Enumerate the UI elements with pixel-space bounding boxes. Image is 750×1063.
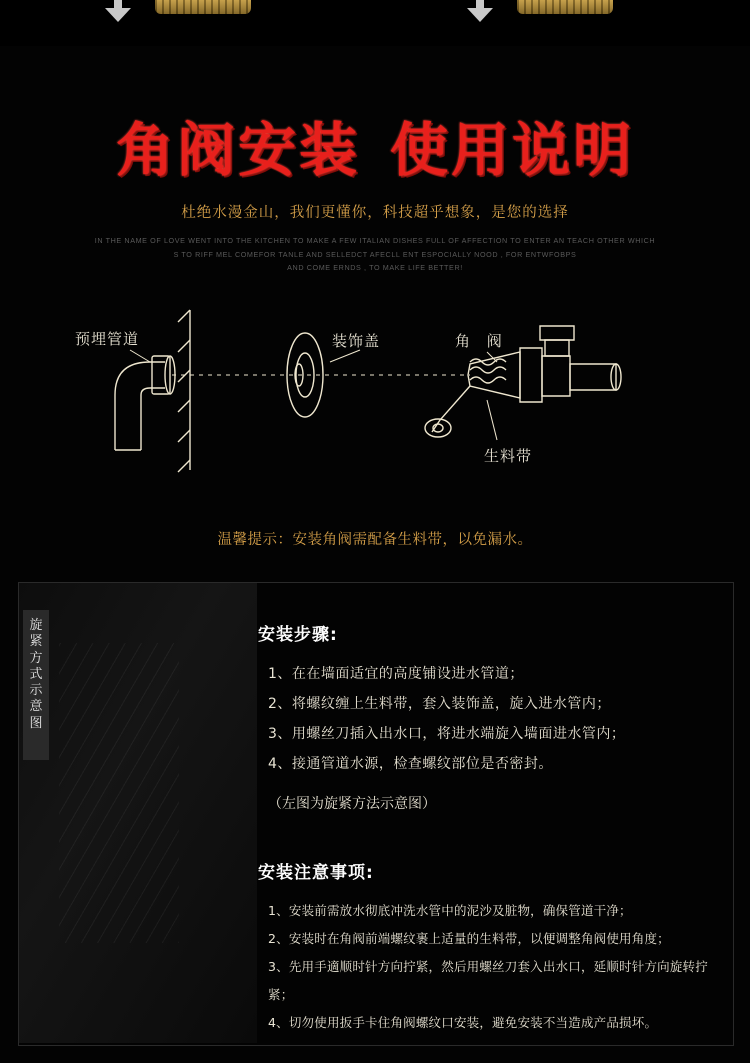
list-item: 1、在在墙面适宜的高度铺设进水管道； xyxy=(268,666,524,682)
list-item: 3、先用手適顺时针方向拧紧，然后用螺丝刀套入出水口，延顺时针方向旋转拧紧； xyxy=(268,959,708,1002)
vtab-char: 意 xyxy=(29,699,43,715)
hand-tightening-photo xyxy=(19,583,257,1043)
title-block xyxy=(0,116,750,275)
warm-tip: 温馨提示：安装角阀需配备生料带，以免漏水。 xyxy=(217,532,533,548)
title-part-1: 角阀安装 xyxy=(115,116,360,184)
vtab-char: 旋 xyxy=(29,618,43,633)
vtab-char: 方 xyxy=(29,650,43,666)
subtitle: 杜绝水漫金山，我们更懂你，科技超乎想象，是您的选择 xyxy=(181,204,569,221)
english-line: IN THE NAME OF LOVE WENT INTO THE KITCHEN TO MAKE A FEW ITALIAN DISHES FULL OF AFFECTION TO ENTER AN TEACH OTHER WHICH xyxy=(94,235,656,245)
vertical-tab-label xyxy=(23,610,49,760)
notes-heading: 安装注意事项: xyxy=(258,863,374,883)
list-item: 4、接通管道水源，检查螺纹部位是否密封。 xyxy=(268,756,553,772)
down-arrow-icon xyxy=(105,0,131,30)
list-item: 1、安装前需放水彻底冲洗水管中的泥沙及脏物，确保管道干净； xyxy=(268,903,632,918)
list-item: 4、切勿使用扳手卡住角阀螺纹口安装，避免安装不当造成产品损坏。 xyxy=(268,1015,658,1030)
list-item: 3、用螺丝刀插入出水口，将进水端旋入墙面进水管内； xyxy=(268,726,626,742)
page-title xyxy=(0,116,750,184)
list-item: 2、将螺纹缠上生料带，套入装饰盖，旋入进水管内； xyxy=(268,696,611,712)
steps-note: （左图为旋紧方法示意图） xyxy=(268,796,436,812)
steps-list xyxy=(258,659,708,779)
exploded-diagram xyxy=(0,300,750,500)
top-image-strip xyxy=(0,0,750,46)
list-item: 2、安装时在角阀前端螺纹裹上适量的生料带，以便调整角阀使用角度； xyxy=(268,931,670,946)
english-line: AND COME ERNDS , TO MAKE LIFE BETTER! xyxy=(287,263,463,273)
english-line: S TO RIFF MEL COMEFOR TANLE AND SELLEDCT AFECLL ENT ESPOCIALLY NOOD , FOR ENTWFOBPS xyxy=(173,249,577,259)
brass-fitting-image xyxy=(155,0,251,14)
brass-fitting-image xyxy=(517,0,613,14)
steps-heading: 安装步骤: xyxy=(258,625,338,645)
installation-notes-section xyxy=(258,858,718,1037)
vtab-char: 图 xyxy=(29,715,43,731)
label-cover: 装饰盖 xyxy=(332,332,381,350)
vtab-char: 示 xyxy=(29,683,43,698)
title-part-2: 使用说明 xyxy=(390,116,635,184)
vtab-char: 紧 xyxy=(29,634,43,650)
down-arrow-icon xyxy=(467,0,493,30)
vtab-char: 式 xyxy=(29,666,43,682)
installation-steps-section xyxy=(258,620,708,813)
label-pipe: 预埋管道 xyxy=(75,330,140,348)
label-valve: 角 阀 xyxy=(455,332,508,350)
english-caption xyxy=(0,234,750,275)
notes-list xyxy=(258,897,718,1037)
label-tape: 生料带 xyxy=(484,447,533,465)
